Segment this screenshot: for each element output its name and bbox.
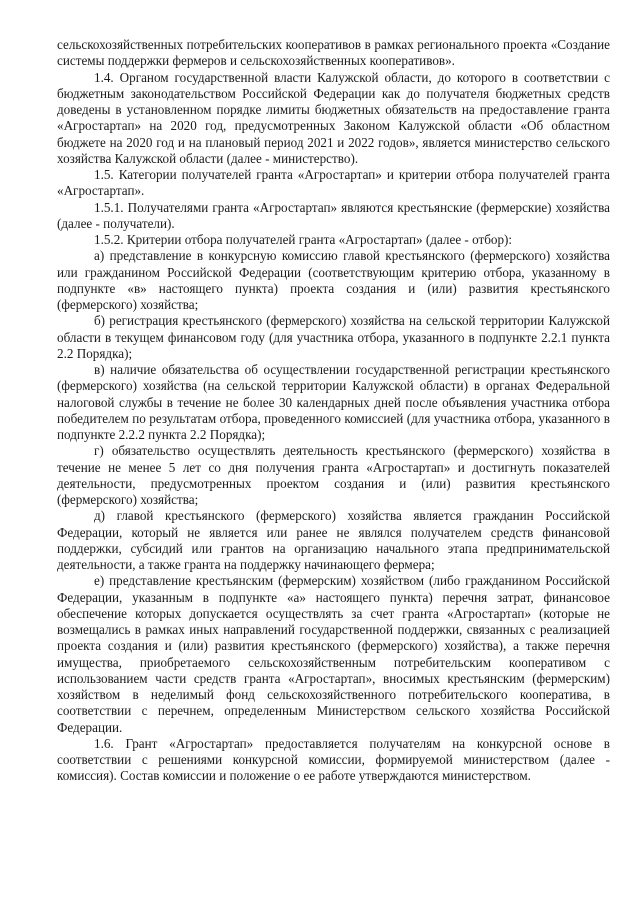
criterion-b: б) регистрация крестьянского (фермерского) хозяйства на сельской территории Калужской области в текущем финансовом году (для участника отбора, указанного в подпункте 2.2.1 пункта 2.2 Порядка); bbox=[57, 313, 610, 361]
criterion-v: в) наличие обязательства об осуществлении государственной регистрации крестьянского (фермерского) хозяйства (на сельской территории Калужской области) в органах Федеральной налоговой службы в течение не более 30 календарных дней после объявления участника отбора победителем по результатам отбора, проведенного комиссией (для участника отбора, указанного в подпункте 2.2.2 пункта 2.2 Порядка); bbox=[57, 362, 610, 442]
paragraph-1-4: 1.4. Органом государственной власти Калужской области, до которого в соответствии с бюджетным законодательством Российской Федерации как до получателя бюджетных средств доведены в установленном порядке лимиты бюджетных обязательств на предоставление гранта «Агростартап» на 2020 год, предусмотренных Законом Калужской области «Об областном бюджете на 2020 год и на плановый период 2021 и 2022 годов», является министерство сельского хозяйства Калужской области (далее - министерство). bbox=[57, 69, 610, 166]
paragraph-1-5-2: 1.5.2. Критерии отбора получателей гранта «Агростартап» (далее - отбор): bbox=[94, 232, 513, 247]
paragraph-1-5-1: 1.5.1. Получателями гранта «Агростартап» являются крестьянские (фермерские) хозяйства (далее - получатели). bbox=[57, 199, 610, 231]
paragraph-1-5: 1.5. Категории получателей гранта «Агростартап» и критерии отбора получателей гранта «Агростартап». bbox=[57, 167, 610, 199]
paragraph-1-6: 1.6. Грант «Агростартап» предоставляется получателям на конкурсной основе в соответствии с решениями конкурсной комиссии, формируемой министерством (далее - комиссия). Состав комиссии и положение о ее работе утверждаются министерством. bbox=[57, 735, 610, 784]
criterion-g: г) обязательство осуществлять деятельность крестьянского (фермерского) хозяйства в течение не менее 5 лет со дня получения гранта «Агростартап» и достигнуть показателей деятельности, предусмотренных проектом создания и (или) развития крестьянского (фермерского) хозяйства; bbox=[57, 443, 610, 507]
paragraph-1-3-continuation: сельскохозяйственных потребительских кооперативов в рамках регионального проекта «Создание системы поддержки фермеров и сельскохозяйственных кооперативов». bbox=[57, 37, 610, 69]
criterion-a: а) представление в конкурсную комиссию главой крестьянского (фермерского) хозяйства или гражданином Российской Федерации (соответствующим критерию отбора, указанному в подпункте «в» настоящего пункта) проекта создания и (или) развития крестьянского (фермерского) хозяйства; bbox=[57, 248, 610, 312]
criterion-d: д) главой крестьянского (фермерского) хозяйства является гражданин Российской Федерации, который не является или ранее не являлся получателем средств финансовой поддержки, субсидий или грантов на организацию начального этапа предпринимательской деятельности, а также гранта на поддержку начинающего фермера; bbox=[57, 508, 610, 572]
criterion-e: е) представление крестьянским (фермерским) хозяйством (либо гражданином Российской Федерации, указанным в подпункте «а» настоящего пункта) перечня затрат, финансовое обеспечение которых допускается осуществлять за счет гранта «Агростартап» (которые не возмещались в рамках иных направлений государственной поддержки, связанных с реализацией проекта создания и (или) развития крестьянского (фермерского) хозяйства), а также перечня имущества, приобретаемого сельскохозяйственным потребительским кооперативом с использованием части средств гранта «Агростартап», вносимых крестьянским (фермерским) хозяйством в неделимый фонд сельскохозяйственного потребительского кооператива, в соответствии с перечнем, определенным Министерством сельского хозяйства Российской Федерации. bbox=[57, 573, 610, 735]
